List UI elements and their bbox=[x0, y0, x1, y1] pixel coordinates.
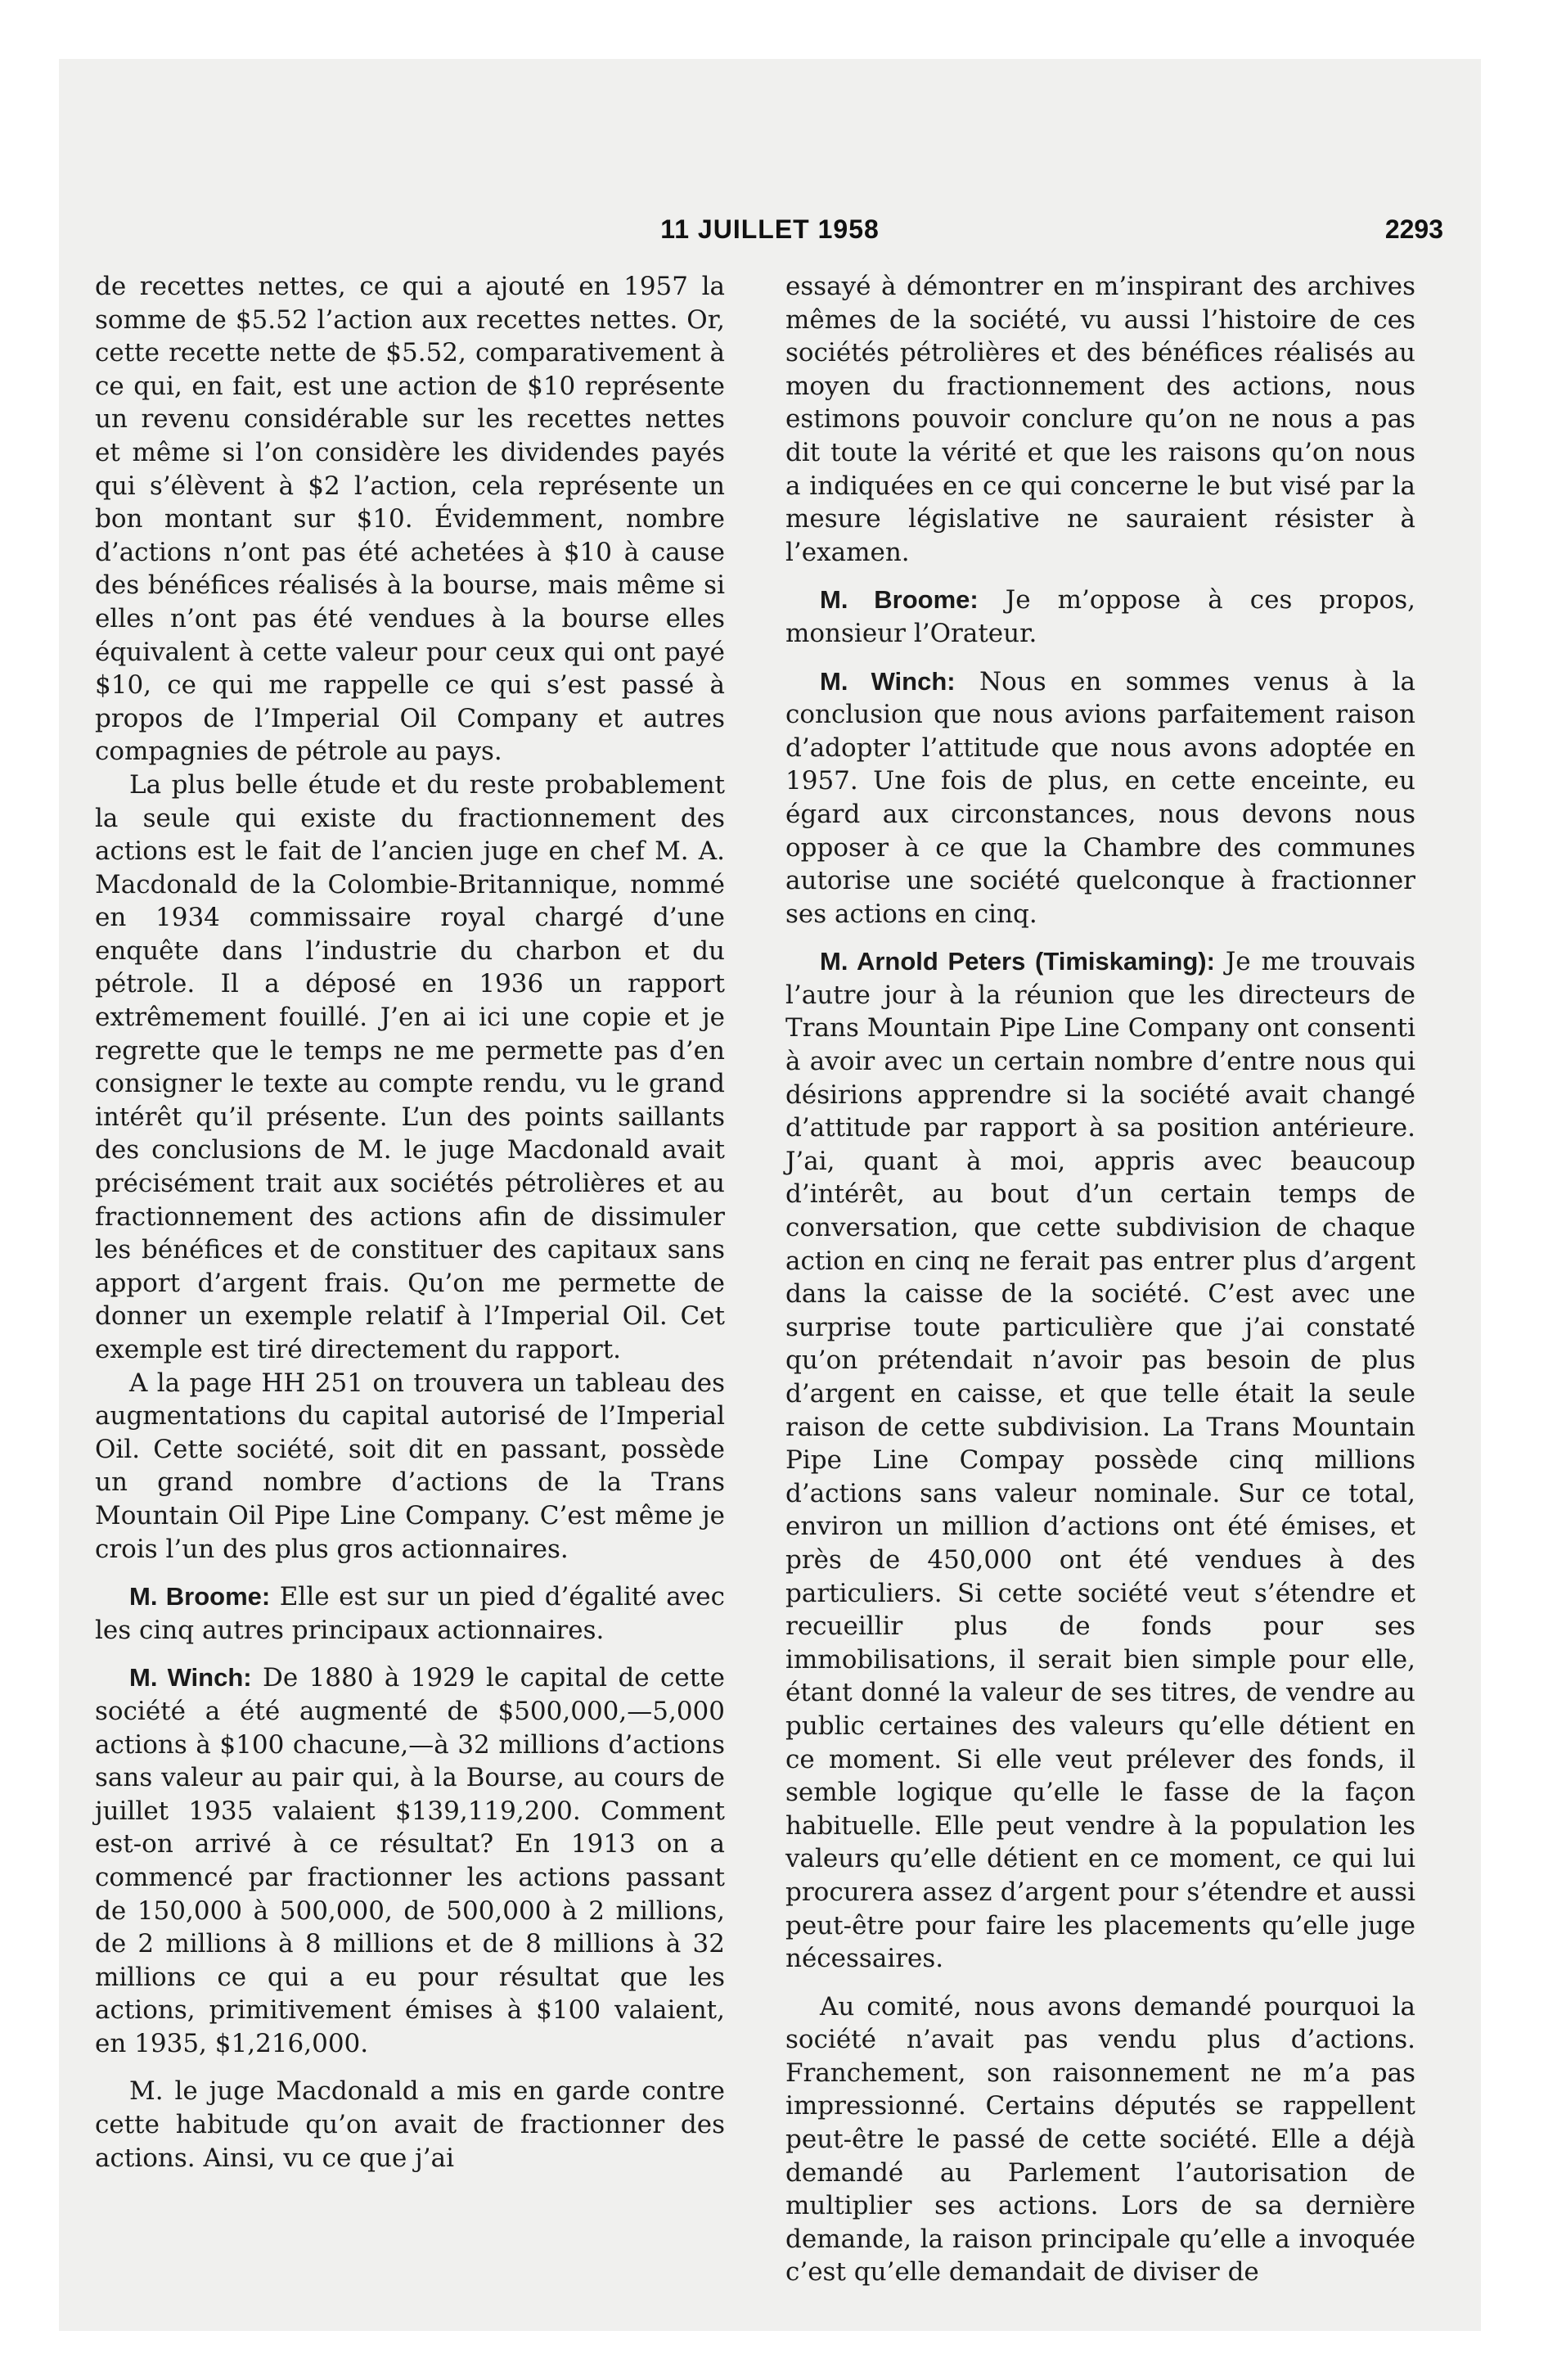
speech-text: Je me trouvais l’autre jour à la réunion que les directeurs de Trans Mountain Pipe Line Company ont consenti à avoir avec un certain nombre d’entre nous qui désirions apprendre si la société avait changé d’attitude par rapport à sa position antérieure. J’ai, quant à moi, appris avec beaucoup d’intérêt, au bout d’un certain temps de conversation, que cette subdivision de chaque action en cinq ne ferait pas entrer plus d’argent dans la caisse de la société. C’est avec une surprise toute particulière que j’ai constaté qu’on prétendait n’avoir pas besoin de plus d’argent en caisse, et que telle était la seule raison de cette subdivision. La Trans Mountain Pipe Line Compay possède cinq millions d’actions sans valeur nominale. Sur ce total, environ un million d’actions ont été émises, et près de 450,000 ont été vendues à des particuliers. Si cette société veut s’étendre et recueillir plus de fonds pour ses immobilisations, il serait bien simple pour elle, étant donné la valeur de ses titres, de vendre au public certaines des valeurs qu’elle détient en ce moment. Si elle veut prélever des fonds, il semble logique qu’elle le fasse de la façon habituelle. Elle peut vendre à la population les valeurs qu’elle détient en ce moment, ce qui lui procurera assez d’argent pour s’étendre et aussi peut-être pour faire les placements qu’elle juge nécessaires. bbox=[785, 947, 1415, 1974]
speech-text: Nous en sommes venus à la conclusion que nous avions parfaitement raison d’adopter l’attitude que nous avons adoptée en 1957. Une fois de plus, en cette enceinte, eu égard aux circonstances, nous devons nous opposer à ce que la Chambre des communes autorise une société quelconque à fractionner ses actions en cinq. bbox=[785, 666, 1415, 929]
speaker-name: M. Arnold Peters (Timiskaming): bbox=[820, 947, 1215, 976]
paragraph: Au comité, nous avons demandé pourquoi la société n’avait pas vendu plus d’actions. Franchement, son raisonnement ne m’a pas impressionné. Certains députés se rappellent peut-être le passé de cette société. Elle a déjà demandé au Parlement l’autorisation de multiplier ses actions. Lors de sa dernière demande, la raison principale qu’elle a invoquée c’est qu’elle demandait de diviser de bbox=[785, 1991, 1415, 2288]
speaker-name: M. Broome: bbox=[129, 1582, 271, 1611]
speech-text: Je m’oppose à ces propos, monsieur l’Orateur. bbox=[785, 585, 1416, 648]
scanned-page bbox=[59, 59, 1481, 2331]
speaker-name: M. Winch: bbox=[129, 1663, 252, 1693]
speaker-name: M. Broome: bbox=[820, 585, 979, 615]
paragraph: essayé à démontrer en m’inspirant des archives mêmes de la société, vu aussi l’histoire de ces sociétés pétrolières et des bénéfices réalisés au moyen du fractionnement des actions, nous estimons pouvoir conclure qu’on ne nous a pas dit toute la vérité et que les raisons qu’on nous a indiquées en ce qui concerne le but visé par la mesure législative ne sauraient résister à l’examen. bbox=[785, 272, 1415, 567]
speech-paragraph bbox=[95, 1661, 725, 2060]
paragraph: de recettes nettes, ce qui a ajouté en 1957 la somme de $5.52 l’action aux recettes nettes. Or, cette recette nette de $5.52, comparativement à ce qui, en fait, est une action de $10 représente un revenu considérable sur les recettes nettes et même si l’on considère les dividendes payés qui s’élèvent à $2 l’action, cela représente un bon montant sur $10. Évidemment, nombre d’actions n’ont pas été achetées à $10 à cause des bénéfices réalisés à la bourse, mais même si elles n’ont pas été vendues à la bourse elles équivalent à cette valeur pour ceux qui ont payé $10, ce qui me rappelle ce qui s’est passé à propos de l’Imperial Oil Company et autres compagnies de pétrole au pays. bbox=[95, 272, 725, 767]
paragraph: M. le juge Macdonald a mis en garde contre cette habitude qu’on avait de fractionner des actions. Ainsi, vu ce que j’ai bbox=[95, 2076, 725, 2173]
page-header bbox=[59, 214, 1481, 255]
page-number: 2293 bbox=[1384, 214, 1443, 244]
speech-paragraph bbox=[785, 665, 1415, 931]
paragraph: A la page HH 251 on trouvera un tableau des augmentations du capital autorisé de l’Imperial Oil. Cette société, soit dit en passant, possède un grand nombre d’actions de la Trans Mountain Oil Pipe Line Company. C’est même je crois l’un des plus gros actionnaires. bbox=[95, 1368, 725, 1564]
speech-paragraph bbox=[785, 945, 1415, 1975]
paragraph: La plus belle étude et du reste probablement la seule qui existe du fractionnement des actions est le fait de l’ancien juge en chef M. A. Macdonald de la Colombie-Britannique, nommé en 1934 commissaire royal chargé d’une enquête dans l’industrie du charbon et du pétrole. Il a déposé en 1936 un rapport extrêmement fouillé. J’en ai ici une copie et je regrette que le temps ne me permette pas d’en consigner le texte au compte rendu, vu le grand intérêt qu’il présente. L’un des points saillants des conclusions de M. le juge Macdonald avait précisément trait aux sociétés pétrolières et au fractionnement des actions afin de dissimuler les bénéfices et de constituer des capitaux sans apport d’argent frais. Qu’on me permette de donner un exemple relatif à l’Imperial Oil. Cet exemple est tiré directement du rapport. bbox=[95, 769, 725, 1364]
left-column bbox=[95, 270, 725, 2175]
speech-paragraph bbox=[95, 1580, 725, 1647]
header-date: 11 JUILLET 1958 bbox=[660, 214, 880, 244]
speaker-name: M. Winch: bbox=[820, 666, 956, 696]
speech-text: De 1880 à 1929 le capital de cette société a été augmenté de $500,000,—5,000 actions à $100 chacune,—à 32 millions d’actions sans valeur au pair qui, à la Bourse, au cours de juillet 1935 valaient $139,119,200. Comment est-on arrivé à ce résultat? En 1913 on a commencé par fractionner les actions passant de 150,000 à 500,000, de 500,000 à 2 millions, de 2 millions à 8 millions et de 8 millions à 32 millions ce qui a eu pour résultat que les actions, primitivement émises à $100 valaient, en 1935, $1,216,000. bbox=[95, 1663, 725, 2058]
speech-text: Elle est sur un pied d’égalité avec les cinq autres principaux actionnaires. bbox=[95, 1582, 725, 1645]
right-column bbox=[785, 270, 1415, 2289]
speech-paragraph bbox=[785, 584, 1415, 650]
